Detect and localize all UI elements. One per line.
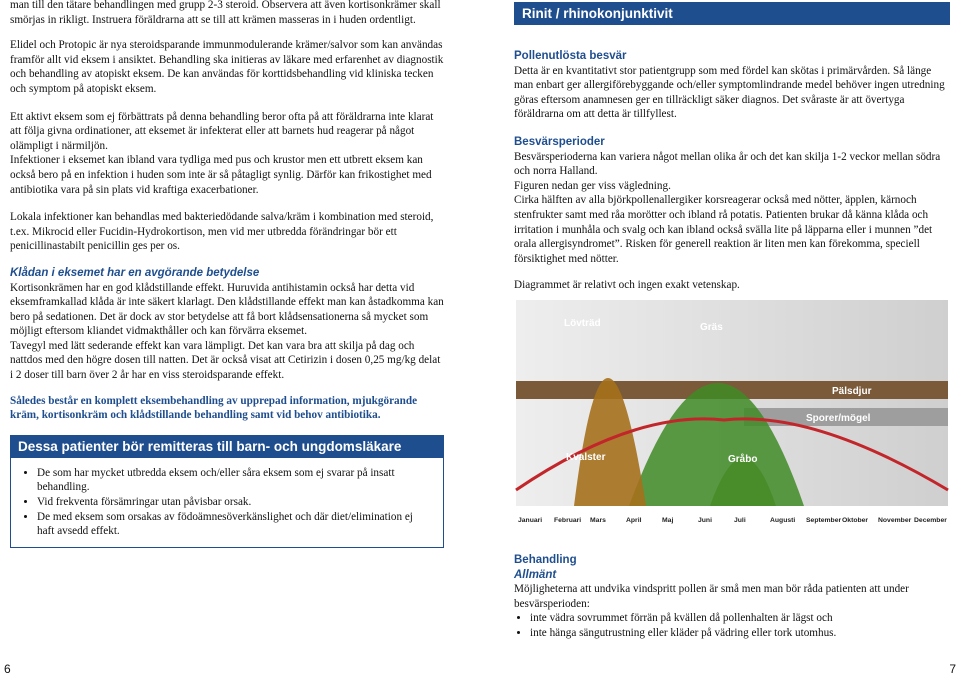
advice-item: • inte vädra sovrummet förrän på kvällen då pollenhalten är lägst och: [530, 611, 950, 626]
periods-paragraph-3: Cirka hälften av alla björkpollenallergiker korsreagerar också med nötter, äpplen, kärnoch stenfrukter samt med råa morötter och ibland rå potatis. Patienten brukar då känna klåda och irritation i munhåla och svalg och kan ibland också svälla lite på läpparna eller i munnen ”det orala allergisyndromet”. Risken för generell reaktion är liten men kan förekomma, speciell försiktighet med nötter.: [514, 194, 933, 265]
periods-heading: Besvärsperioder: [514, 135, 605, 148]
intro-paragraph: man till den tätare behandlingen med grupp 2-3 steroid. Observera att även kortisonkrämer skall smörjas in rikligt. Instruera föräldrarna att se till att krämen masseras in i huden ordentligt.: [10, 0, 441, 26]
label-spores: Sporer/mögel: [806, 413, 871, 424]
label-birch: Lövträd: [564, 318, 601, 329]
treatment-section: [514, 553, 950, 641]
month-axis: [518, 517, 947, 524]
month-label: Oktober: [842, 517, 869, 524]
month-label: April: [626, 517, 642, 524]
summary-paragraph: Således består en komplett eksembehandling av upprepad information, mjukgörande kräm, kortisonkräm och klådstillande behandling samt vid behov antibiotika.: [10, 394, 418, 422]
referral-list: [21, 466, 433, 539]
elidel-paragraph: Elidel och Protopic är nya steroidsparande immunmodulerande krämer/salvor som kan användas framför allt vid eksem i ansiktet. Behandling ska initieras av läkare med erfarenhet av diagnostik och behandling av atopiskt eksem. De kan användas för korttidsbehandling vid kliniska tecken och symptom på atopiskt eksem.: [10, 39, 444, 95]
pollen-season-diagram: [514, 300, 950, 528]
month-label: Juli: [734, 517, 746, 524]
general-heading: Allmänt: [514, 568, 557, 581]
treatment-heading: Behandling: [514, 554, 577, 566]
referral-box-title: Dessa patienter bör remitteras till barn- och ungdomsläkare: [10, 435, 444, 458]
month-label: Juni: [698, 517, 712, 524]
infection-paragraph: Infektioner i eksemet kan ibland vara tydliga med pus och krustor men ett utbrett eksem kan också bero på en infektion i huden som inte är så påtagligt synlig. Därför kan frikostighet med antibiotika vara på sin plats vid kraftiga exacerbationer.: [10, 154, 432, 196]
referral-item: • De med eksem som orsakas av födoämnesöverkänslighet och där diet/elimination ej haft avsedd effekt.: [37, 510, 433, 539]
local-infection-paragraph: Lokala infektioner kan behandlas med bakteriedödande salva/kräm i kombination med steroid, t.ex. Mikrocid eller Fucidin-Hydrokortison, men vid mer utbredda förändringar bör ett penicillinastabilt penicillin ges per os.: [10, 211, 434, 253]
month-label: Februari: [554, 517, 582, 524]
periods-paragraph-1: Besvärsperioderna kan variera något mellan olika år och det kan skilja 1-2 veckor mellan södra och norra Halland.: [514, 150, 941, 178]
pollen-heading: Pollenutlösta besvär: [514, 50, 627, 62]
month-label: Mars: [590, 517, 606, 524]
advice-list: [514, 611, 950, 640]
diagram-note: Diagrammet är relativt och ingen exakt vetenskap.: [514, 279, 740, 292]
itch-paragraph-1: Kortisonkrämen har en god klådstillande effekt. Huruvida antihistamin också har detta vid eksemframkallad klåda är inte säkert klarlagt. Den klådstillande effekt man kan åstadkomma kan bero på sedationen. Det är dock av stor betydelse att få bort klådsensationerna så mycket som möjligt eftersom kliandet vidmakthåller och kan förvärra eksemet.: [10, 281, 444, 338]
pollen-paragraph: Detta är en kvantitativt stor patientgrupp som med fördel kan skötas i primärvården. Så länge man enbart ger allergiförebyggande och/eller symptomlindrande medel behöver ingen utredning göras eftersom anamnesen ger en tillräckligt säker diagnos. Det svåraste är att övertyga föräldrarna om att detta är tillfyllest.: [514, 64, 945, 121]
referral-box-body: [10, 458, 444, 548]
section-banner: Rinit / rhinokonjunktivit: [514, 2, 950, 25]
label-pets: Pälsdjur: [832, 386, 872, 397]
page-number-right: 7: [949, 662, 956, 676]
referral-item: • De som har mycket utbredda eksem och/eller såra eksem som ej svarar på insatt behandling.: [37, 466, 433, 495]
periods-paragraph-2: Figuren nedan ger viss vägledning.: [514, 179, 671, 192]
label-mites: Kvalster: [566, 452, 606, 463]
month-label: September: [806, 517, 842, 524]
month-label: December: [914, 517, 947, 524]
month-label: November: [878, 517, 912, 524]
month-label: Maj: [662, 517, 674, 524]
label-mugwort: Gråbo: [728, 454, 758, 465]
label-grass: Gräs: [700, 322, 723, 333]
page-number-left: 6: [4, 662, 11, 676]
itch-paragraph-2: Tavegyl med lätt sederande effekt kan vara lämpligt. Det kan vara bra att skilja på dag och nattdos med den högre dosen till natten. Det är också visat att Cetirizin i dosen 0,25 mg/kg delat i 2 doser till barn över 2 år har en viss steroidsparande effekt.: [10, 339, 441, 382]
active-eczema-paragraph: Ett aktivt eksem som ej förbättrats på denna behandling beror ofta på att föräldrarna inte klarat att följa givna ordinationer, att eksemet är infekterat eller att barnets hud reagerar på något olämpligt i närmiljön.: [10, 110, 434, 152]
referral-box: [10, 435, 444, 548]
right-page: [514, 2, 950, 293]
month-label: Augusti: [770, 517, 796, 524]
advice-item: • inte hänga sängutrustning eller kläder på vädring eller tork utomhus.: [530, 626, 950, 641]
general-paragraph: Möjligheterna att undvika vindspritt pollen är små men man bör råda patienten att under besvärsperioden:: [514, 583, 909, 610]
left-page: [10, 0, 444, 548]
itch-heading: Klådan i eksemet har en avgörande betydelse: [10, 266, 260, 279]
month-label: Januari: [518, 517, 543, 524]
referral-item: • Vid frekventa försämringar utan påvisbar orsak.: [37, 495, 433, 510]
